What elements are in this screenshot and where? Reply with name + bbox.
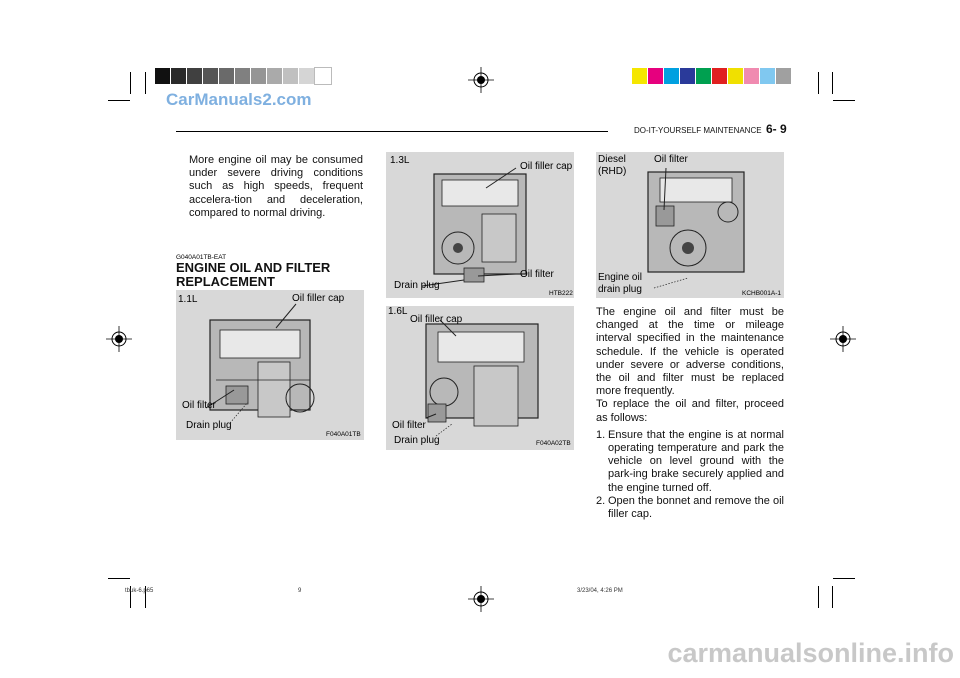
step-text: Open the bonnet and remove the oil filler cap. bbox=[608, 494, 784, 521]
section-title bbox=[176, 261, 330, 289]
procedure-intro: To replace the oil and filter, proceed as follows: bbox=[596, 398, 784, 424]
header-rule bbox=[176, 131, 608, 132]
calibration-swatch bbox=[187, 68, 203, 84]
header-page-number: 6- 9 bbox=[766, 122, 787, 136]
maintenance-paragraph: The engine oil and filter must be changed at the time or mileage interval specified in the maintenance schedule. If the vehicle is operated under severe or adverse conditions, the oil and filter must be replaced more frequently. bbox=[596, 306, 784, 398]
figure-code: KCHB001A-1 bbox=[742, 290, 782, 297]
label-oil-filler-cap: Oil filler cap bbox=[410, 314, 463, 325]
label-drain-plug: Drain plug bbox=[186, 420, 232, 431]
calibration-swatch bbox=[680, 68, 696, 84]
calibration-swatch bbox=[171, 68, 187, 84]
drain-line: Engine oil bbox=[598, 272, 642, 283]
crop-mark bbox=[832, 586, 833, 608]
calibration-swatch bbox=[696, 68, 712, 84]
registration-mark-icon bbox=[468, 67, 494, 93]
label-engine-oil-drain-plug bbox=[598, 272, 642, 296]
calibration-swatch bbox=[235, 68, 251, 84]
calibration-swatch bbox=[267, 68, 283, 84]
label-oil-filter: Oil filter bbox=[392, 420, 426, 431]
list-item bbox=[596, 495, 784, 521]
calibration-swatch bbox=[315, 68, 331, 84]
calibration-swatch bbox=[776, 68, 792, 84]
watermark-bottom-link[interactable]: carmanualsonline.info bbox=[667, 638, 954, 668]
crop-mark bbox=[130, 72, 131, 94]
figure-code: F040A02TB bbox=[536, 440, 571, 447]
step-list bbox=[596, 429, 784, 521]
figure-variant-label: 1.6L bbox=[388, 306, 408, 317]
section-title-line: ENGINE OIL AND FILTER bbox=[176, 260, 331, 275]
figure-code: HTB222 bbox=[549, 290, 573, 297]
calibration-swatch bbox=[744, 68, 760, 84]
figure-1-1l-engine bbox=[176, 290, 364, 440]
figure-variant-label: 1.1L bbox=[178, 294, 198, 305]
intro-paragraph: More engine oil may be consumed under severe driving conditions such as high speeds, frequent accelera-tion and deceleration, compared to normal driving. bbox=[189, 154, 363, 219]
variant-line: (RHD) bbox=[598, 166, 627, 177]
calibration-swatch bbox=[203, 68, 219, 84]
registration-mark-icon bbox=[830, 326, 856, 352]
calibration-swatch bbox=[648, 68, 664, 84]
calibration-swatch bbox=[632, 68, 648, 84]
right-column-text bbox=[596, 306, 784, 521]
calibration-swatch bbox=[760, 68, 776, 84]
calibration-swatch bbox=[728, 68, 744, 84]
section-code: G040A01TB-EAT bbox=[176, 254, 227, 261]
figure-1-6l-engine bbox=[386, 306, 574, 450]
figure-variant-label bbox=[598, 154, 626, 178]
registration-mark-icon bbox=[106, 326, 132, 352]
registration-mark-icon bbox=[468, 586, 494, 612]
crop-mark bbox=[818, 586, 819, 608]
label-oil-filler-cap: Oil filler cap bbox=[292, 293, 345, 304]
calibration-swatch bbox=[664, 68, 680, 84]
figure-diesel-engine bbox=[596, 152, 784, 298]
label-drain-plug: Drain plug bbox=[394, 280, 440, 291]
crop-mark bbox=[108, 100, 130, 101]
crop-mark bbox=[108, 578, 130, 579]
label-drain-plug: Drain plug bbox=[394, 435, 440, 446]
drain-line: drain plug bbox=[598, 284, 642, 295]
crop-mark bbox=[832, 72, 833, 94]
section-title-line: REPLACEMENT bbox=[176, 274, 275, 289]
figure-1-3l-engine bbox=[386, 152, 574, 298]
gray-calibration-bar bbox=[155, 68, 331, 84]
figure-code: F040A01TB bbox=[326, 431, 361, 438]
figure-variant-label: 1.3L bbox=[390, 155, 410, 166]
label-oil-filter: Oil filter bbox=[654, 154, 688, 165]
crop-mark bbox=[818, 72, 819, 94]
label-oil-filter: Oil filter bbox=[182, 400, 216, 411]
engine-illustration-icon bbox=[176, 290, 364, 440]
label-oil-filter: Oil filter bbox=[520, 269, 554, 280]
variant-line: Diesel bbox=[598, 154, 626, 165]
list-item bbox=[596, 429, 784, 495]
calibration-swatch bbox=[299, 68, 315, 84]
calibration-swatch bbox=[155, 68, 171, 84]
calibration-swatch bbox=[251, 68, 267, 84]
color-calibration-bar bbox=[632, 68, 792, 84]
label-oil-filler-cap: Oil filler cap bbox=[520, 161, 573, 172]
calibration-swatch bbox=[712, 68, 728, 84]
crop-mark bbox=[833, 100, 855, 101]
step-number: 2. bbox=[596, 494, 606, 507]
crop-mark bbox=[833, 578, 855, 579]
calibration-swatch bbox=[283, 68, 299, 84]
calibration-swatch bbox=[219, 68, 235, 84]
watermark-link[interactable]: CarManuals2.com bbox=[166, 90, 312, 109]
step-text: Ensure that the engine is at normal operating temperature and park the vehicle on level ground with the park-ing brake securely applied and the engine turned off. bbox=[608, 428, 784, 494]
footer-date: 3/23/04, 4:26 PM bbox=[577, 588, 623, 594]
footer-filename: tbuk-6.p65 bbox=[125, 588, 154, 594]
crop-mark bbox=[145, 72, 146, 94]
header-section-title: DO-IT-YOURSELF MAINTENANCE bbox=[634, 126, 762, 135]
step-number: 1. bbox=[596, 428, 606, 441]
footer-page: 9 bbox=[298, 588, 302, 594]
